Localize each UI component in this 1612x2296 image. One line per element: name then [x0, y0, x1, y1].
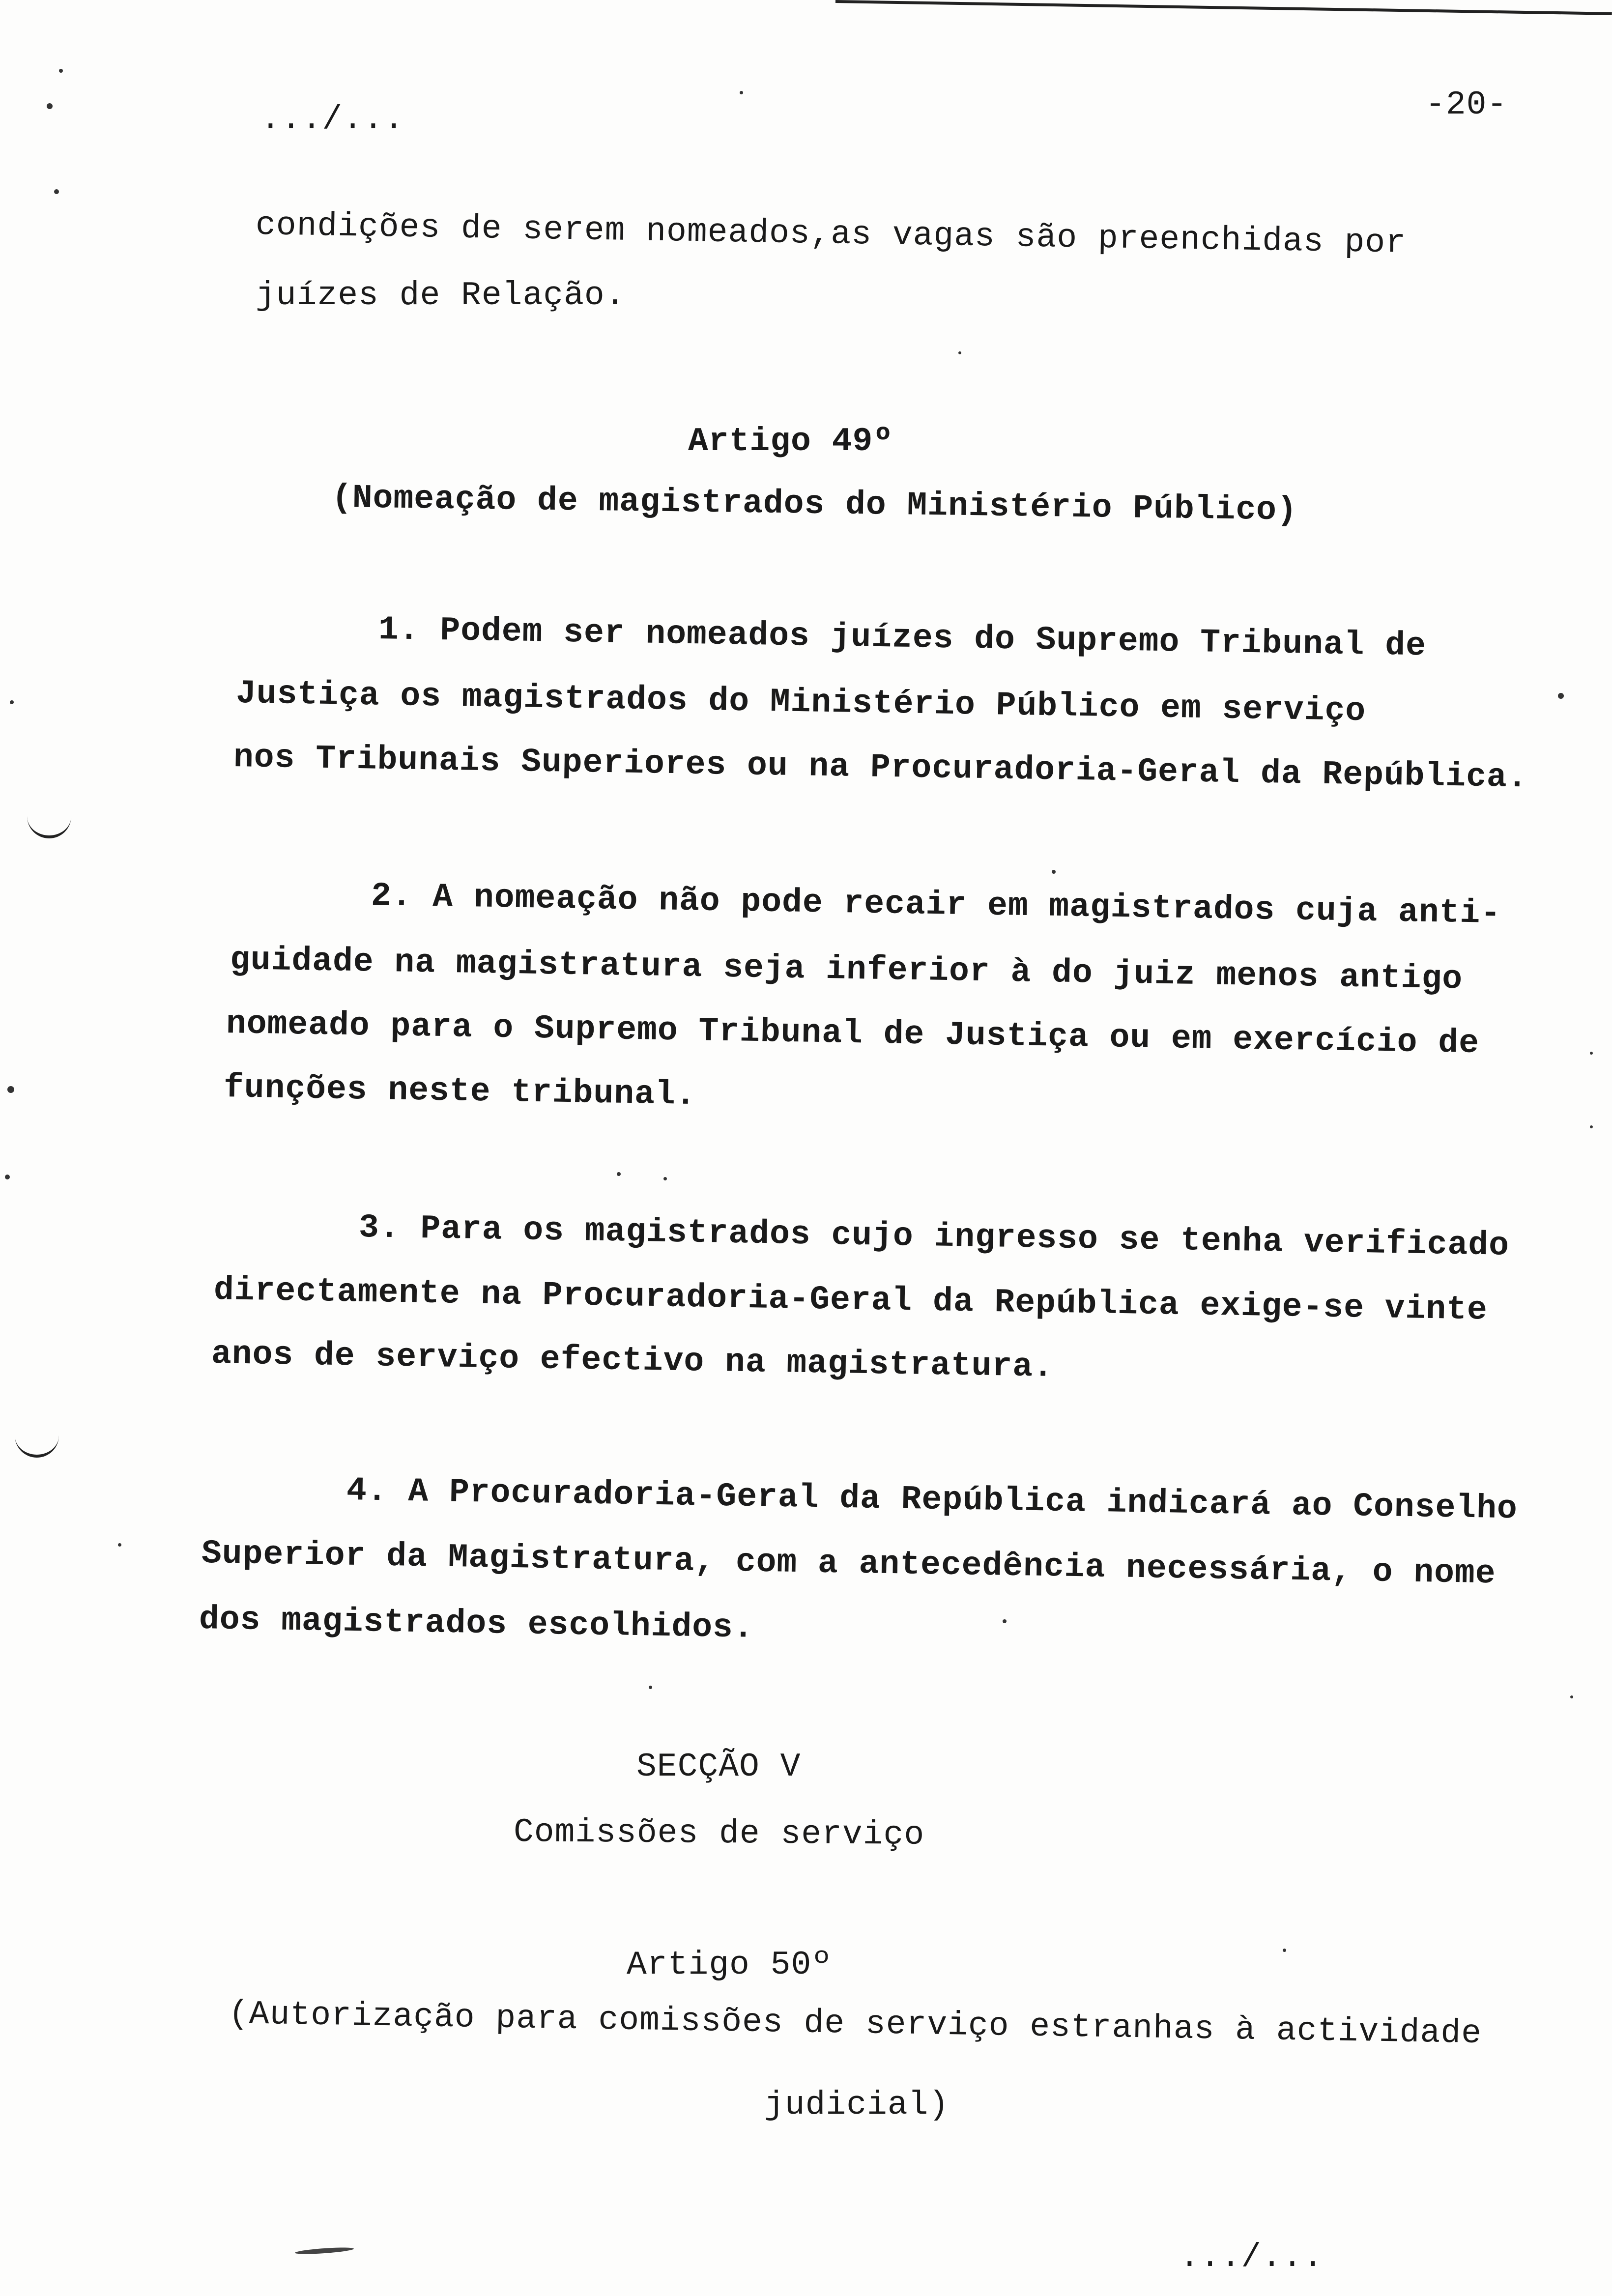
- article-49-p3-line-2: directamente na Procuradoria-Geral da República exige-se vinte: [213, 1271, 1488, 1329]
- article-49-title: Artigo 49º: [688, 423, 894, 460]
- intro-line-1: condições de serem nomeados,as vagas são preenchidas por: [255, 206, 1407, 262]
- article-49-p2-line-3: nomeado para o Supremo Tribunal de Justiça ou em exercício de: [226, 1005, 1480, 1063]
- intro-line-2: juízes de Relação.: [256, 277, 626, 315]
- speck: [1570, 1695, 1573, 1698]
- speck: [663, 1177, 667, 1180]
- speck: [7, 1086, 14, 1093]
- article-49-p4-line-3: dos magistrados escolhidos.: [199, 1601, 754, 1647]
- speck: [1558, 693, 1564, 699]
- page-number: -20-: [1425, 86, 1508, 124]
- speck: [649, 1686, 652, 1689]
- speck: [47, 103, 53, 109]
- speck: [54, 189, 59, 194]
- article-49-p1-line-1: 1. Podem ser nomeados juízes do Supremo Tribunal de: [378, 611, 1427, 665]
- article-49-p4-line-2: Superior da Magistratura, com a antecedência necessária, o nome: [201, 1535, 1497, 1593]
- section-v-subtitle: Comissões de serviço: [513, 1813, 925, 1854]
- margin-mark-2: [15, 1435, 59, 1458]
- section-v-title: SECÇÃO V: [636, 1748, 801, 1786]
- speck: [740, 91, 743, 94]
- article-49-p2-line-2: guidade na magistratura seja inferior à do juiz menos antigo: [230, 941, 1463, 999]
- speck: [118, 1543, 121, 1547]
- speck: [1590, 1125, 1593, 1128]
- article-49-p1-line-2: Justiça os magistrados do Ministério Público em serviço: [235, 675, 1366, 731]
- speck: [59, 69, 63, 73]
- article-49-p2-line-4: funções neste tribunal.: [223, 1069, 697, 1115]
- speck: [1052, 870, 1056, 874]
- continuation-top: .../...: [260, 101, 404, 139]
- speck: [1590, 1052, 1593, 1055]
- smudge: [295, 2246, 354, 2255]
- article-50-title: Artigo 50º: [627, 1946, 833, 1984]
- speck: [5, 1175, 10, 1179]
- top-rule: [835, 0, 1612, 15]
- article-49-p1-line-3: nos Tribunais Superiores ou na Procuradoria-Geral da República.: [233, 739, 1528, 797]
- article-49-p3-line-3: anos de serviço efectivo na magistratura.: [211, 1335, 1054, 1386]
- article-50-subtitle-line-1: (Autorização para comissões de serviço estranhas à actividade: [228, 1995, 1482, 2053]
- article-49-p4-line-1: 4. A Procuradoria-Geral da República indicará ao Conselho: [346, 1472, 1518, 1528]
- speck: [617, 1172, 621, 1176]
- margin-mark-1: [27, 816, 71, 838]
- article-49-subtitle: (Nomeação de magistrados do Ministério Público): [331, 479, 1298, 530]
- speck: [10, 700, 14, 704]
- speck: [1003, 1619, 1007, 1623]
- article-49-p2-line-1: 2. A nomeação não pode recair em magistrados cuja anti-: [371, 877, 1501, 933]
- article-49-p3-line-1: 3. Para os magistrados cujo ingresso se tenha verificado: [358, 1209, 1510, 1265]
- speck: [958, 351, 961, 354]
- speck: [1283, 1949, 1286, 1952]
- continuation-bottom: .../...: [1180, 2239, 1324, 2276]
- article-50-subtitle-line-2: judicial): [764, 2086, 950, 2124]
